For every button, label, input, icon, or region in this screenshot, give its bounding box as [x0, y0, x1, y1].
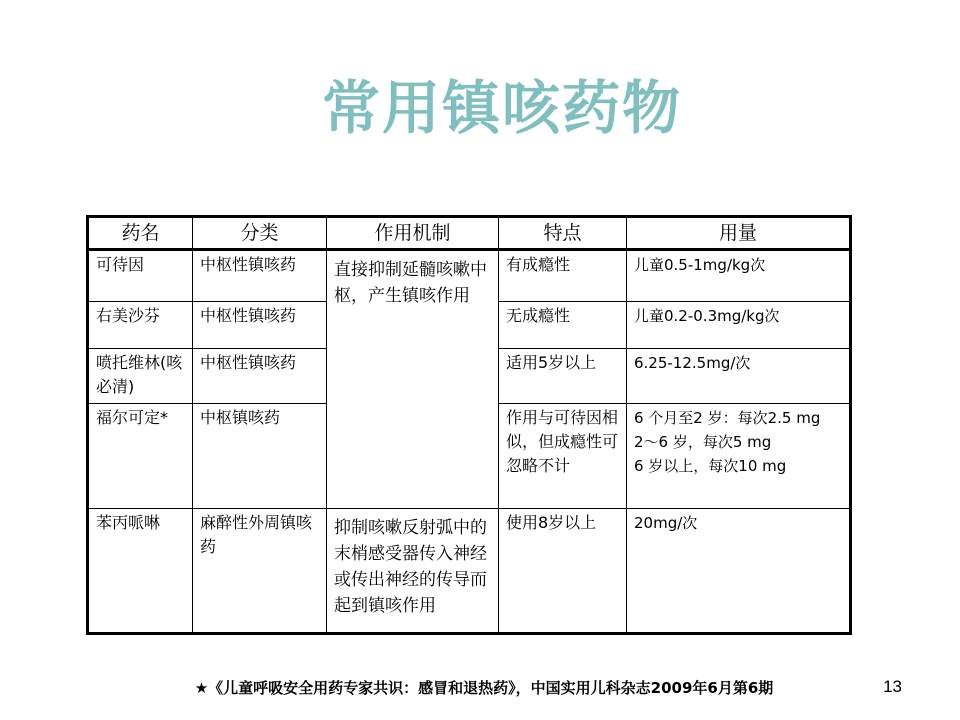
table-row [88, 250, 851, 302]
drug-name-cell: 福尔可定* [88, 404, 193, 509]
feature-cell: 作用与可待因相似，但成瘾性可忽略不计 [499, 404, 627, 509]
dosage-line: 20mg/次 [634, 514, 698, 532]
antitussive-table [86, 215, 852, 635]
header-drug-name: 药名 [88, 217, 193, 250]
dosage-cell [627, 250, 851, 302]
drug-name-cell: 可待因 [88, 250, 193, 302]
category-cell: 麻醉性外周镇咳药 [193, 509, 327, 634]
feature-cell: 有成瘾性 [499, 250, 627, 302]
dosage-line: 6 岁以上，每次10 mg [634, 457, 787, 475]
dosage-cell [627, 404, 851, 509]
reference-footnote: ★《儿童呼吸安全用药专家共识：感冒和退热药》，中国实用儿科杂志2009年6月第6期 [194, 679, 774, 697]
feature-cell: 无成瘾性 [499, 302, 627, 349]
feature-cell: 使用8岁以上 [499, 509, 627, 634]
page-number: 13 [883, 677, 902, 696]
dosage-line: 儿童0.2-0.3mg/kg次 [634, 307, 780, 325]
dosage-line: 6.25-12.5mg/次 [634, 354, 751, 372]
dosage-line: 2～6 岁，每次5 mg [634, 433, 772, 451]
feature-cell: 适用5岁以上 [499, 349, 627, 404]
category-cell: 中枢镇咳药 [193, 404, 327, 509]
header-mechanism: 作用机制 [327, 217, 499, 250]
mechanism-cell: 抑制咳嗽反射弧中的末梢感受器传入神经或传出神经的传导而起到镇咳作用 [327, 509, 499, 634]
mechanism-cell: 直接抑制延髓咳嗽中枢，产生镇咳作用 [327, 250, 499, 509]
dosage-line: 儿童0.5-1mg/kg次 [634, 256, 766, 274]
header-dosage: 用量 [627, 217, 851, 250]
category-cell: 中枢性镇咳药 [193, 302, 327, 349]
dosage-cell [627, 509, 851, 634]
category-cell: 中枢性镇咳药 [193, 250, 327, 302]
dosage-cell [627, 302, 851, 349]
table-header-row [88, 217, 851, 250]
dosage-line: 6 个月至2 岁：每次2.5 mg [634, 409, 821, 427]
dosage-cell [627, 349, 851, 404]
header-category: 分类 [193, 217, 327, 250]
drug-name-cell: 苯丙哌啉 [88, 509, 193, 634]
drug-name-cell: 右美沙芬 [88, 302, 193, 349]
table-row [88, 509, 851, 634]
header-feature: 特点 [499, 217, 627, 250]
slide-title: 常用镇咳药物 [321, 74, 682, 142]
drug-name-cell: 喷托维林(咳必清) [88, 349, 193, 404]
category-cell: 中枢性镇咳药 [193, 349, 327, 404]
